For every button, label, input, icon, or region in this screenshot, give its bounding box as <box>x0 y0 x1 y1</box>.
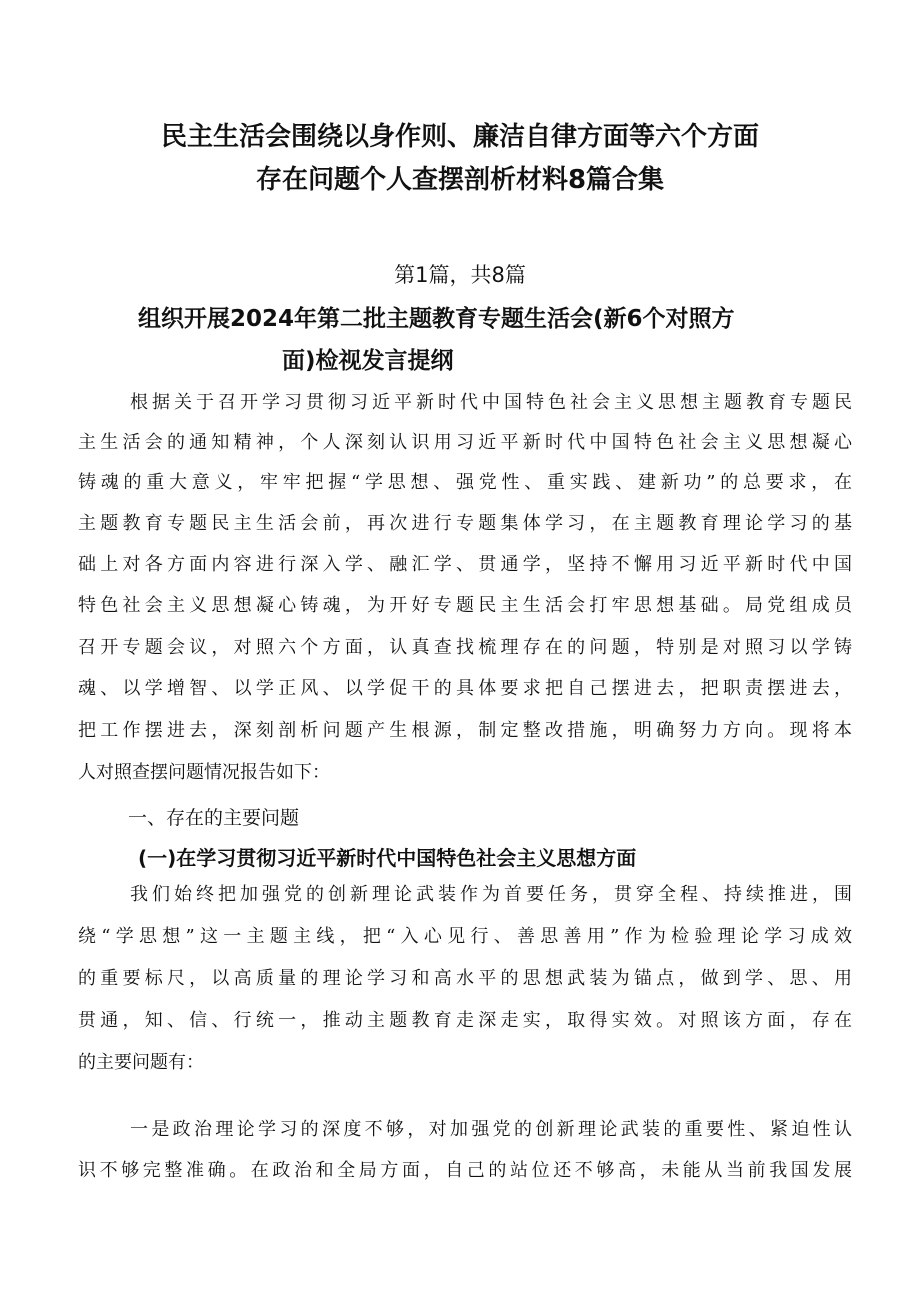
section-line: 的主要问题有： <box>78 1052 204 1073</box>
intro-line: 召开专题会议，对照六个方面，认真查找梳理存在的问题，特别是对照习以学铸 <box>78 637 852 658</box>
intro-line: 主题教育专题民主生活会前，再次进行专题集体学习，在主题教育理论学习的基 <box>78 513 852 534</box>
subsection-heading: (一)在学习贯彻习近平新时代中国特色社会主义思想方面 <box>138 846 637 870</box>
section-line: 绕“学思想”这一主题主线，把“入心见行、善思善用”作为检验理论学习成效 <box>78 926 852 947</box>
problem-line: 识不够完整准确。在政治和全局方面，自己的站位还不够高，未能从当前我国发展 <box>78 1160 852 1181</box>
intro-line: 础上对各方面内容进行深入学、融汇学、贯通学，坚持不懈用习近平新时代中国 <box>78 554 852 575</box>
section-line: 的重要标尺，以高质量的理论学习和高水平的思想武装为锚点，做到学、思、用 <box>78 968 852 989</box>
intro-line: 魂、以学增智、以学正风、以学促干的具体要求把自己摆进去，把职责摆进去， <box>78 678 852 699</box>
document-title-line-1: 民主生活会围绕以身作则、廉洁自律方面等六个方面 <box>160 122 759 152</box>
section-heading: 一、存在的主要问题 <box>128 807 300 829</box>
intro-line: 特色社会主义思想凝心铸魂，为开好专题民主生活会打牢思想基础。局党组成员 <box>78 595 852 616</box>
intro-line: 把工作摆进去，深刻剖析问题产生根源，制定整改措施，明确努力方向。现将本 <box>78 720 852 741</box>
subtitle-line-2: 面)检视发言提纲 <box>282 348 454 374</box>
problem-line: 一是政治理论学习的深度不够，对加强党的创新理论武装的重要性、紧迫性认 <box>130 1119 852 1140</box>
part-label: 第1篇，共8篇 <box>394 263 526 287</box>
intro-line: 根据关于召开学习贯彻习近平新时代中国特色社会主义思想主题教育专题民 <box>130 392 852 413</box>
section-line: 我们始终把加强党的创新理论武装作为首要任务，贯穿全程、持续推进，围 <box>130 884 852 905</box>
document-title-line-2: 存在问题个人查摆剖析材料8篇合集 <box>255 165 665 195</box>
subtitle-line-1: 组织开展2024年第二批主题教育专题生活会(新6个对照方 <box>138 306 735 332</box>
intro-line: 人对照查摆问题情况报告如下： <box>78 762 330 783</box>
intro-line: 主生活会的通知精神，个人深刻认识用习近平新时代中国特色社会主义思想凝心 <box>78 432 852 453</box>
section-line: 贯通，知、信、行统一，推动主题教育走深走实，取得实效。对照该方面，存在 <box>78 1010 852 1031</box>
intro-line: 铸魂的重大意义，牢牢把握“学思想、强党性、重实践、建新功”的总要求，在 <box>78 472 852 493</box>
